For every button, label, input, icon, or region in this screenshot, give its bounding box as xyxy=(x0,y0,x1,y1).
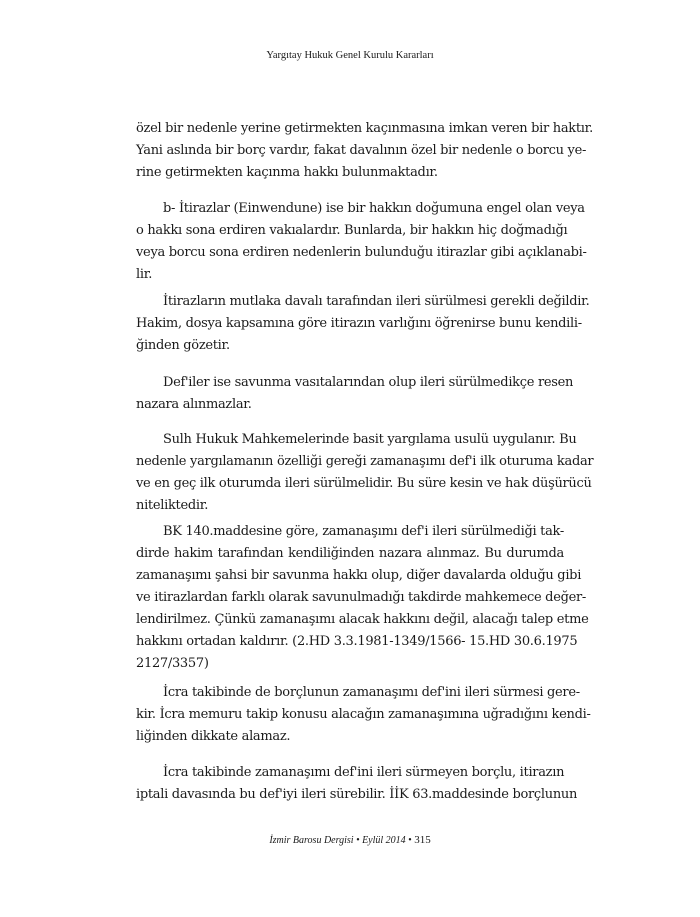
running-header: Yargıtay Hukuk Genel Kurulu Kararları xyxy=(266,50,434,61)
text-line: rine getirmekten kaçınma hakkı bulunmaktadır. xyxy=(136,165,438,180)
paragraph xyxy=(136,198,587,286)
paragraph xyxy=(136,429,594,517)
text-line: 2127/3357) xyxy=(136,656,209,671)
text-line: İcra takibinde de borçlunun zamanaşımı def'ini ileri sürmesi gere- xyxy=(163,685,580,700)
text-line: Sulh Hukuk Mahkemelerinde basit yargılama usulü uygulanır. Bu xyxy=(163,432,577,447)
text-line: lir. xyxy=(136,267,153,282)
page-number: 315 xyxy=(414,834,431,846)
text-line: İtirazların mutlaka davalı tarafından ileri sürülmesi gerekli değildir. xyxy=(163,294,590,309)
text-line: Def'iler ise savunma vasıtalarından olup ileri sürülmedikçe resen xyxy=(163,375,574,390)
text-line: ve itirazlardan farklı olarak savunulmadığı takdirde mahkemece değer- xyxy=(136,590,587,605)
text-line: nedenle yargılamanın özelliği gereği zamanaşımı def'i ilk oturuma kadar xyxy=(136,454,594,469)
paragraph xyxy=(136,118,593,184)
text-line: iptali davasında bu def'iyi ileri sürebilir. İİK 63.maddesinde borçlunun xyxy=(136,787,578,802)
text-line: dirde hakim tarafından kendiliğinden nazara alınmaz. Bu durumda xyxy=(136,546,564,561)
text-line: nazara alınmazlar. xyxy=(136,397,252,412)
text-line: lendirilmez. Çünkü zamanaşımı alacak hakkını değil, alacağı talep etme xyxy=(136,612,589,627)
paragraph xyxy=(136,762,578,806)
text-line: niteliktedir. xyxy=(136,498,209,513)
text-line: özel bir nedenle yerine getirmekten kaçınmasına imkan veren bir haktır. xyxy=(136,121,593,136)
text-line: Yani aslında bir borç vardır, fakat davalının özel bir nedenle o borcu ye- xyxy=(136,143,587,158)
text-line: ğinden gözetir. xyxy=(136,338,230,353)
text-line: liğinden dikkate alamaz. xyxy=(136,729,291,744)
page-footer xyxy=(0,834,700,846)
paragraph xyxy=(136,372,574,416)
text-line: b- İtirazlar (Einwendune) ise bir hakkın doğumuna engel olan veya xyxy=(163,201,585,216)
paragraph xyxy=(136,291,590,357)
text-line: o hakkı sona erdiren vakıalardır. Bunlarda, bir hakkın hiç doğmadığı xyxy=(136,223,568,238)
paragraph xyxy=(136,521,589,675)
paragraph xyxy=(136,682,591,748)
text-line: BK 140.maddesine göre, zamanaşımı def'i ileri sürülmediği tak- xyxy=(163,524,564,539)
text-line: İcra takibinde zamanaşımı def'ini ileri sürmeyen borçlu, itirazın xyxy=(163,765,565,780)
text-line: veya borcu sona erdiren nedenlerin bulunduğu itirazlar gibi açıklanabi- xyxy=(136,245,587,260)
text-line: hakkını ortadan kaldırır. (2.HD 3.3.1981-1349/1566- 15.HD 30.6.1975 xyxy=(136,634,578,649)
text-line: kir. İcra memuru takip konusu alacağın zamanaşımına uğradığını kendi- xyxy=(136,707,591,722)
text-line: Hakim, dosya kapsamına göre itirazın varlığını öğrenirse bunu kendili- xyxy=(136,316,582,331)
text-line: ve en geç ilk oturumda ileri sürülmelidir. Bu süre kesin ve hak düşürücü xyxy=(136,476,592,491)
text-line: zamanaşımı şahsi bir savunma hakkı olup, diğer davalarda olduğu gibi xyxy=(136,568,582,583)
journal-info: İzmir Barosu Dergisi • Eylül 2014 • xyxy=(269,835,412,846)
